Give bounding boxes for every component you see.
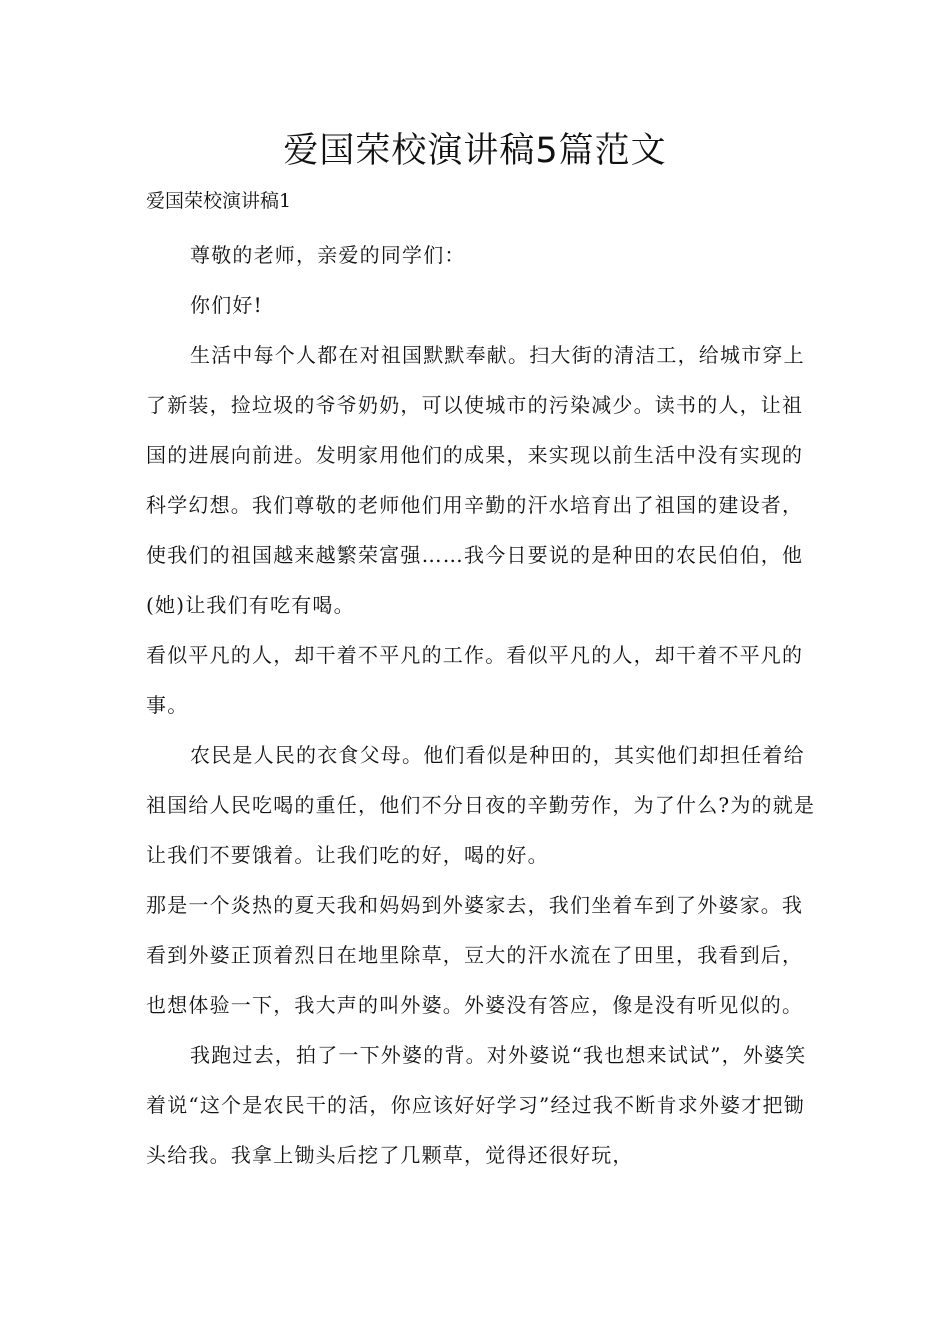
paragraph-body: 我跑过去，拍了一下外婆的背。对外婆说“我也想来试试”，外婆笑着说“这个是农民干的活，你应该好好学习”经过我不断肯求外婆才把锄头给我。我拿上锄头后挖了几颗草，觉得还很好玩， <box>146 1043 807 1167</box>
document-title: 爱国荣校演讲稿5篇范文 <box>283 131 667 171</box>
paragraph-body: 生活中每个人都在对祖国默默奉献。扫大街的清洁工，给城市穿上了新装，捡垃圾的爷爷奶奶，可以使城市的污染减少。读书的人，让祖国的进展向前进。发明家用他们的成果，来实现以前生活中没有实现的科学幻想。我们尊敬的老师他们用辛勤的汗水培育出了祖国的建设者，使我们的祖国越来越繁荣富强……我今日要说的是种田的农民伯伯，他(她)让我们有吃有喝。 <box>146 343 805 617</box>
document-body <box>146 230 822 1180</box>
section-heading: 爱国荣校演讲稿1 <box>146 190 292 212</box>
paragraph-hello: 你们好! <box>190 293 263 317</box>
paragraph-greeting: 尊敬的老师，亲爱的同学们： <box>190 243 466 267</box>
paragraph-body: 那是一个炎热的夏天我和妈妈到外婆家去，我们坐着车到了外婆家。我看到外婆正顶着烈日在地里除草，豆大的汗水流在了田里，我看到后，也想体验一下，我大声的叫外婆。外婆没有答应，像是没有听见似的。 <box>146 893 804 1017</box>
paragraph-body: 看似平凡的人，却干着不平凡的工作。看似平凡的人，却干着不平凡的事。 <box>146 643 804 717</box>
paragraph-body: 农民是人民的衣食父母。他们看似是种田的，其实他们却担任着给祖国给人民吃喝的重任，他们不分日夜的辛勤劳作，为了什么?为的就是让我们不要饿着。让我们吃的好，喝的好。 <box>146 743 816 867</box>
